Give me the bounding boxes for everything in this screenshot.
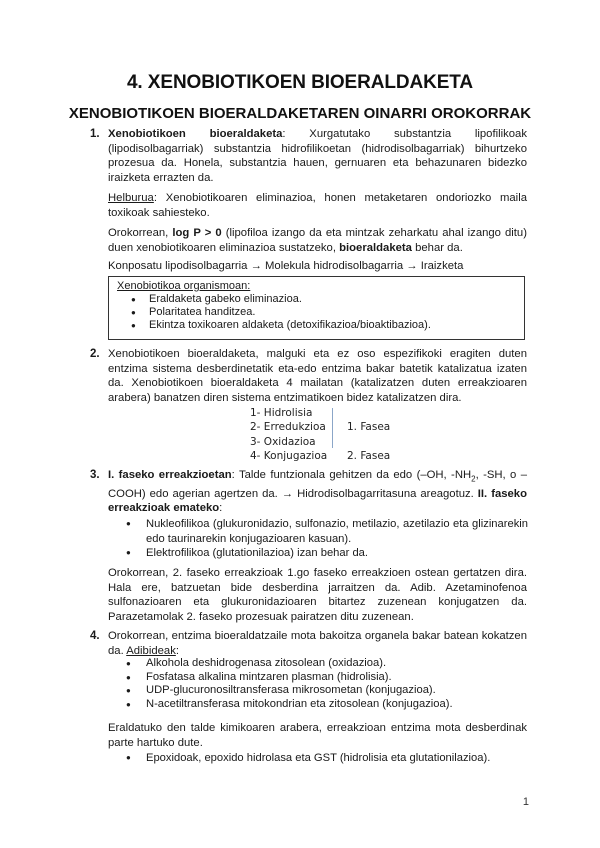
enzyme-note: Eraldatuko den talde kimikoaren arabera, erreakzioan entzima mota desberdinak parte hartuko dute. bbox=[108, 722, 527, 749]
step-label: 4- Konjugazioa bbox=[250, 449, 328, 462]
list-item: ● N-acetiltransferasa mitokondrian eta zitosolean (konjugazioa). bbox=[108, 698, 528, 712]
phase-row bbox=[250, 435, 450, 449]
list-item: ● Elektrofilikoa (glutationilazioa) izan behar da. bbox=[108, 546, 528, 561]
list-item: ● Polaritatea handitzea. bbox=[117, 306, 516, 319]
nucleophile-bullet-list bbox=[108, 517, 528, 561]
box-title: Xenobiotikoa organismoan: bbox=[117, 280, 251, 292]
list-item: ● Nukleofilikoa (glukuronidazio, sulfonazio, metilazio, azetilazio eta glizinarekin edo taurinarekin konjugazioaren kasuan). bbox=[108, 517, 528, 546]
goal-text: : Xenobiotikoaren eliminazioa, honen metaketaren ondoriozko maila toxikoak sahiesteko. bbox=[108, 192, 527, 219]
item-number: 1. bbox=[90, 128, 100, 140]
logp-bold: log P > 0 bbox=[172, 227, 222, 239]
info-box bbox=[108, 276, 525, 340]
list-item: ● Fosfatasa alkalina mintzaren plasman (hidrolisia). bbox=[108, 671, 528, 685]
text: : bbox=[175, 644, 179, 657]
phase-label: 2. Fasea bbox=[347, 449, 391, 462]
phase2-bold: II. faseko erreakzioak emateko bbox=[108, 487, 527, 515]
box-bullet-list bbox=[117, 293, 516, 333]
item-number: 3. bbox=[90, 469, 100, 481]
item-4-text bbox=[108, 629, 527, 658]
list-item-3 bbox=[90, 468, 527, 516]
text: Orokorrean, entzima bioeraldatzaile mota bakoitza organela bakar batean kokatzen da. bbox=[108, 630, 527, 657]
list-item: ● Ekintza toxikoaren aldaketa (detoxifikazioa/bioaktibazioa). bbox=[117, 319, 516, 332]
text: , -SH, o –COOH) edo agerian agertzen da. → Hidrodisolbagarritasuna areagotuz. bbox=[108, 469, 527, 500]
section-heading: XENOBIOTIKOEN BIOERALDAKETAREN OINARRI OROKORRAK bbox=[68, 105, 532, 122]
phase1-bold: I. faseko erreakzioetan bbox=[108, 469, 232, 481]
phase-row bbox=[250, 449, 450, 463]
phase-order-note: Orokorrean, 2. faseko erreakzioak 1.go faseko erreakzioen ostean gertatzen dira. Hala ere, batzuetan bide desberdina jarraitzen da. Adib. Azetaminofenoa sulfonazioaren eta glukuronidazioaren bitartez zuzenean konjugatzen da. Parazetamolak 2. faseko prozesuak pairatzen ditu zuzenean. bbox=[108, 567, 527, 623]
text: behar da. bbox=[411, 241, 463, 254]
list-item-2 bbox=[90, 347, 527, 405]
text: : bbox=[219, 502, 223, 515]
phase-label: 1. Fasea bbox=[347, 421, 391, 434]
item-1-text bbox=[108, 127, 527, 185]
page-number: 1 bbox=[522, 796, 529, 808]
list-item: ● Eraldaketa gabeko eliminazioa. bbox=[117, 293, 516, 306]
step-label: 2- Erredukzioa bbox=[250, 421, 326, 434]
item-number: 2. bbox=[90, 348, 100, 360]
flow-line: Konposatu lipodisolbagarria → Molekula hidrodisolbagarria → Iraizketa bbox=[108, 260, 464, 272]
epoxide-bullet-list bbox=[108, 751, 528, 766]
item-3-text bbox=[108, 468, 527, 516]
subscript: 2 bbox=[471, 474, 476, 484]
step-label: 1- Hidrolisia bbox=[250, 407, 313, 419]
list-item-4 bbox=[90, 629, 527, 658]
examples-bullet-list bbox=[108, 657, 528, 711]
list-item: ● UDP-glucuronosiltransferasa mikrosometan (konjugazioa). bbox=[108, 684, 528, 698]
phase-row bbox=[250, 406, 450, 420]
general-paragraph bbox=[108, 226, 527, 255]
definition-text: : Xurgatutako substantzia lipofilikoak (lipodisolbagarriak) substantzia hidrofilikoetan (hidrodisolbagarriak) bihurtzeko prozesua da. Honela, substantzia hauen, gernuaren eta behazunaren bidezko iraizketa errazten da. bbox=[108, 128, 527, 184]
term-bold: Xenobiotikoen bioeraldaketa bbox=[108, 128, 283, 140]
text: (lipofiloa izango da eta mintzak zeharkatu ahal izango ditu) duen xenobiotikoaren eliminazioa sustatzeko, bbox=[108, 227, 527, 254]
examples-label: Adibideak bbox=[126, 644, 176, 657]
list-item: ● Alkohola deshidrogenasa zitosolean (oxidazioa). bbox=[108, 657, 528, 671]
phase-row bbox=[250, 420, 450, 434]
list-item: ● Epoxidoak, epoxido hidrolasa eta GST (hidrolisia eta glutationilazioa). bbox=[108, 751, 528, 766]
text: Orokorrean, bbox=[108, 227, 173, 239]
bioeraldaketa-bold: bioeraldaketa bbox=[339, 241, 412, 254]
list-item-1 bbox=[90, 127, 527, 185]
text: : Talde funtzionala gehitzen da edo (–OH, -NH bbox=[231, 469, 472, 481]
phase-table bbox=[250, 406, 450, 463]
goal-paragraph bbox=[108, 191, 527, 220]
page-title: 4. XENOBIOTIKOEN BIOERALDAKETA bbox=[126, 72, 474, 93]
goal-label: Helburua bbox=[108, 192, 154, 204]
item-number: 4. bbox=[90, 630, 100, 642]
step-label: 3- Oxidazioa bbox=[250, 435, 316, 448]
item-2-text: Xenobiotikoen bioeraldaketa, malguki eta ez oso espezifikoki eragiten duten entzima sistema desberdinetatik eta-edo entzima bakar batetik katalizatua izaten da. Xenobiotikoen bioeraldaketa 4 mailatan (katalizatzen duten erreakzioaren arabera) banatzen diren sistema entzimatikoen bidez katalizatzen dira. bbox=[108, 348, 527, 404]
